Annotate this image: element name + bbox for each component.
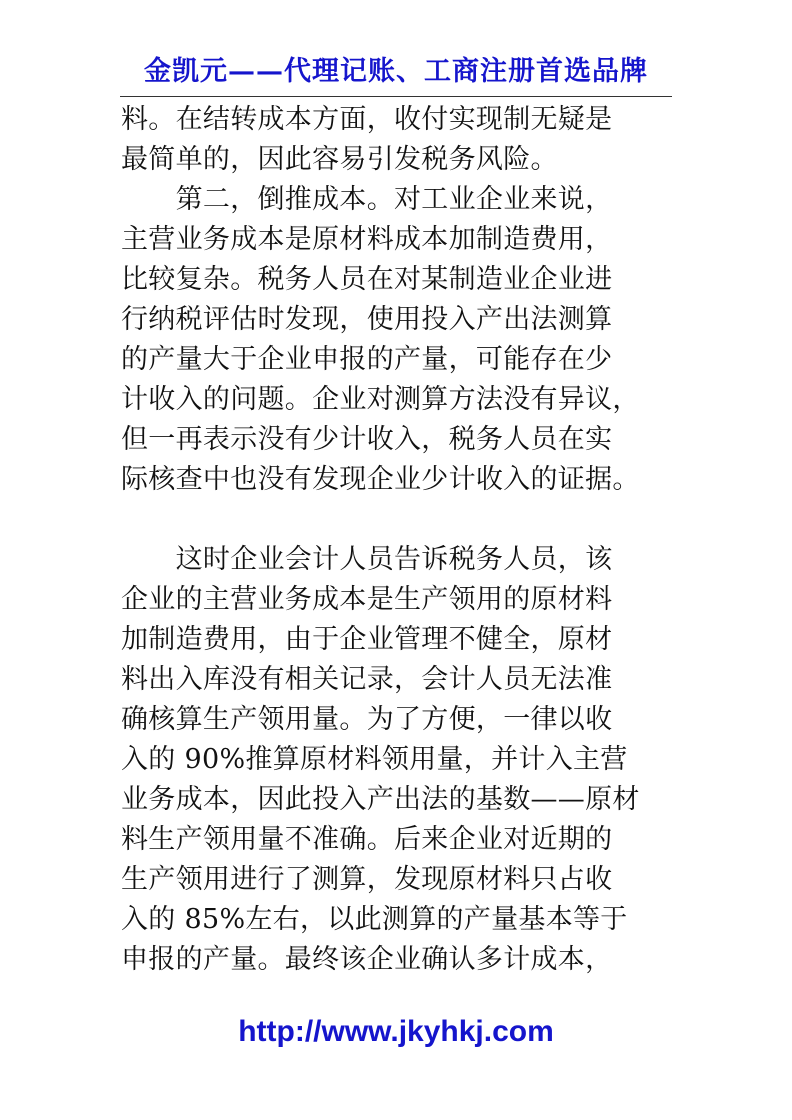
text-line: 料。在结转成本方面，收付实现制无疑是 [121, 104, 613, 135]
paragraph-gap [121, 500, 681, 540]
page-footer [0, 1010, 792, 1054]
text-line: 主营业务成本是原材料成本加制造费用， [121, 224, 613, 255]
text-line: 第二，倒推成本。对工业企业来说， [121, 184, 613, 215]
text-line: 的产量大于企业申报的产量，可能存在少 [121, 344, 613, 375]
document-body [121, 100, 681, 980]
header-title: 金凯元——代理记账、工商注册首选品牌 [144, 56, 648, 87]
text-line: 料生产领用量不准确。后来企业对近期的 [121, 824, 613, 855]
text-line: 这时企业会计人员告诉税务人员，该 [121, 544, 613, 575]
text-line: 企业的主营业务成本是生产领用的原材料 [121, 584, 613, 615]
text-line: 确核算生产领用量。为了方便，一律以收 [121, 704, 613, 735]
text-line: 生产领用进行了测算，发现原材料只占收 [121, 864, 613, 895]
text-line: 比较复杂。税务人员在对某制造业企业进 [121, 264, 613, 295]
text-line: 业务成本，因此投入产出法的基数——原材 [121, 784, 640, 815]
text-line: 申报的产量。最终该企业确认多计成本， [121, 944, 613, 975]
text-line: 最简单的，因此容易引发税务风险。 [121, 144, 558, 175]
text-line: 料出入库没有相关记录，会计人员无法准 [121, 664, 613, 695]
page-header [120, 52, 672, 97]
text-line: 计收入的问题。企业对测算方法没有异议， [121, 384, 640, 415]
text-line: 加制造费用，由于企业管理不健全，原材 [121, 624, 613, 655]
text-line: 际核查中也没有发现企业少计收入的证据。 [121, 464, 640, 495]
text-line: 但一再表示没有少计收入，税务人员在实 [121, 424, 613, 455]
text-line: 行纳税评估时发现，使用投入产出法测算 [121, 304, 613, 335]
footer-url-link[interactable]: http://www.jkyhkj.com [238, 1015, 554, 1048]
text-line: 入的 85%左右，以此测算的产量基本等于 [121, 904, 628, 935]
text-line: 入的 90%推算原材料领用量，并计入主营 [121, 744, 628, 775]
